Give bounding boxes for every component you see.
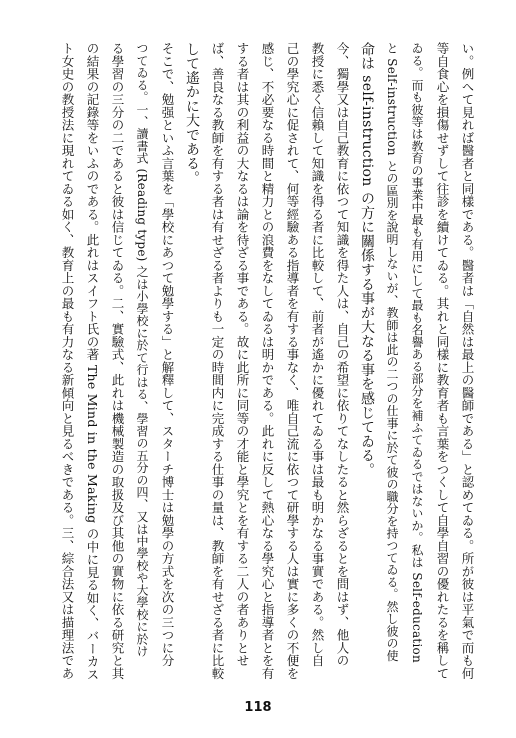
text-line: して遙かに大である。 (184, 42, 200, 185)
text-line: る學習の三分の二であると彼は信じてゐる。二、實驗式、此れは機械製造の取扱及び其他の實物に依る研究と其 (110, 42, 125, 680)
text-line: と Self-instruction との區別を說明しないが、教師は此の二つの仕事に於て彼の職分を持つてゐる。然し彼の使 (385, 42, 399, 662)
text-line: ば、善良なる教師を有する者は有せざる者よりも一定の時間内に完成する仕事の量は、教師を有せざる者に比較 (210, 42, 225, 680)
text-line: ゐる。而も彼等は教育の事業中最も有用にして最も名譽ある部分を補ふてゐるではないか。私は Self-education (410, 42, 424, 663)
text-line: 己の學究心に促されて、何等經驗ある指導者を有する事なく、唯自己流に依つて研學する人は實に多くの不便を (285, 42, 300, 680)
text-line: 今、獨學又は自己教育に依つて知識を得た人は、自己の希望に依りてなしたると然らざるとを問はず、他人の (335, 42, 350, 667)
text-line: 等自食心を損傷せずして往診を續けてゐる。其れと同樣に教育者も言葉をつくして自學自習の優れたるを稱して (435, 42, 450, 680)
text-line: そこで、勉强といふ言葉を「學校にあつて勉學する」と解釋して、スターチ博士は勉學の方式を次の三つに分 (160, 42, 175, 667)
text-line: の結果の記錄等をいふのである。此れはスイフト氏の著 The Mind in the Making の中に見る如く、バーカス (85, 42, 100, 681)
text-line: 感じ、不必要なる時間と精力との浪費をなしてゐるは明かである。此れに反して熱心なる學究心と指導者とを有 (260, 42, 275, 680)
page-number: 118 (244, 700, 272, 715)
text-line: ト女史の教授法に現れてゐる如く、教育上の最も有力なる新傾向と見るべきである。三、綜合法又は描理法であ (60, 42, 75, 680)
text-line: つてゐる。一、讀書式 (Reading type) 之は小學校に於て行はる、學習の五分の四、又は中學校や大學校に於け (135, 42, 149, 658)
text-line: い。例へて見れば醫者と同樣である。醫者は「自然は最上の醫師である」と認めてゐる。所が彼は平氣で而も何 (460, 42, 475, 680)
text-line: 命は self-instruction の方に關係する事が大なる事を感じてゐる。 (359, 42, 375, 477)
text-line: する者は其の利益の大なるは論を待ざる事である。故に此所に同等の才能と學究とを有する二人の者ありとせ (235, 42, 250, 667)
text-line: 教授に悉く信賴して知識を得る者に比較して、前者が遙かに優れてゐる事は最も明かなる事實である。然し自 (310, 42, 325, 667)
